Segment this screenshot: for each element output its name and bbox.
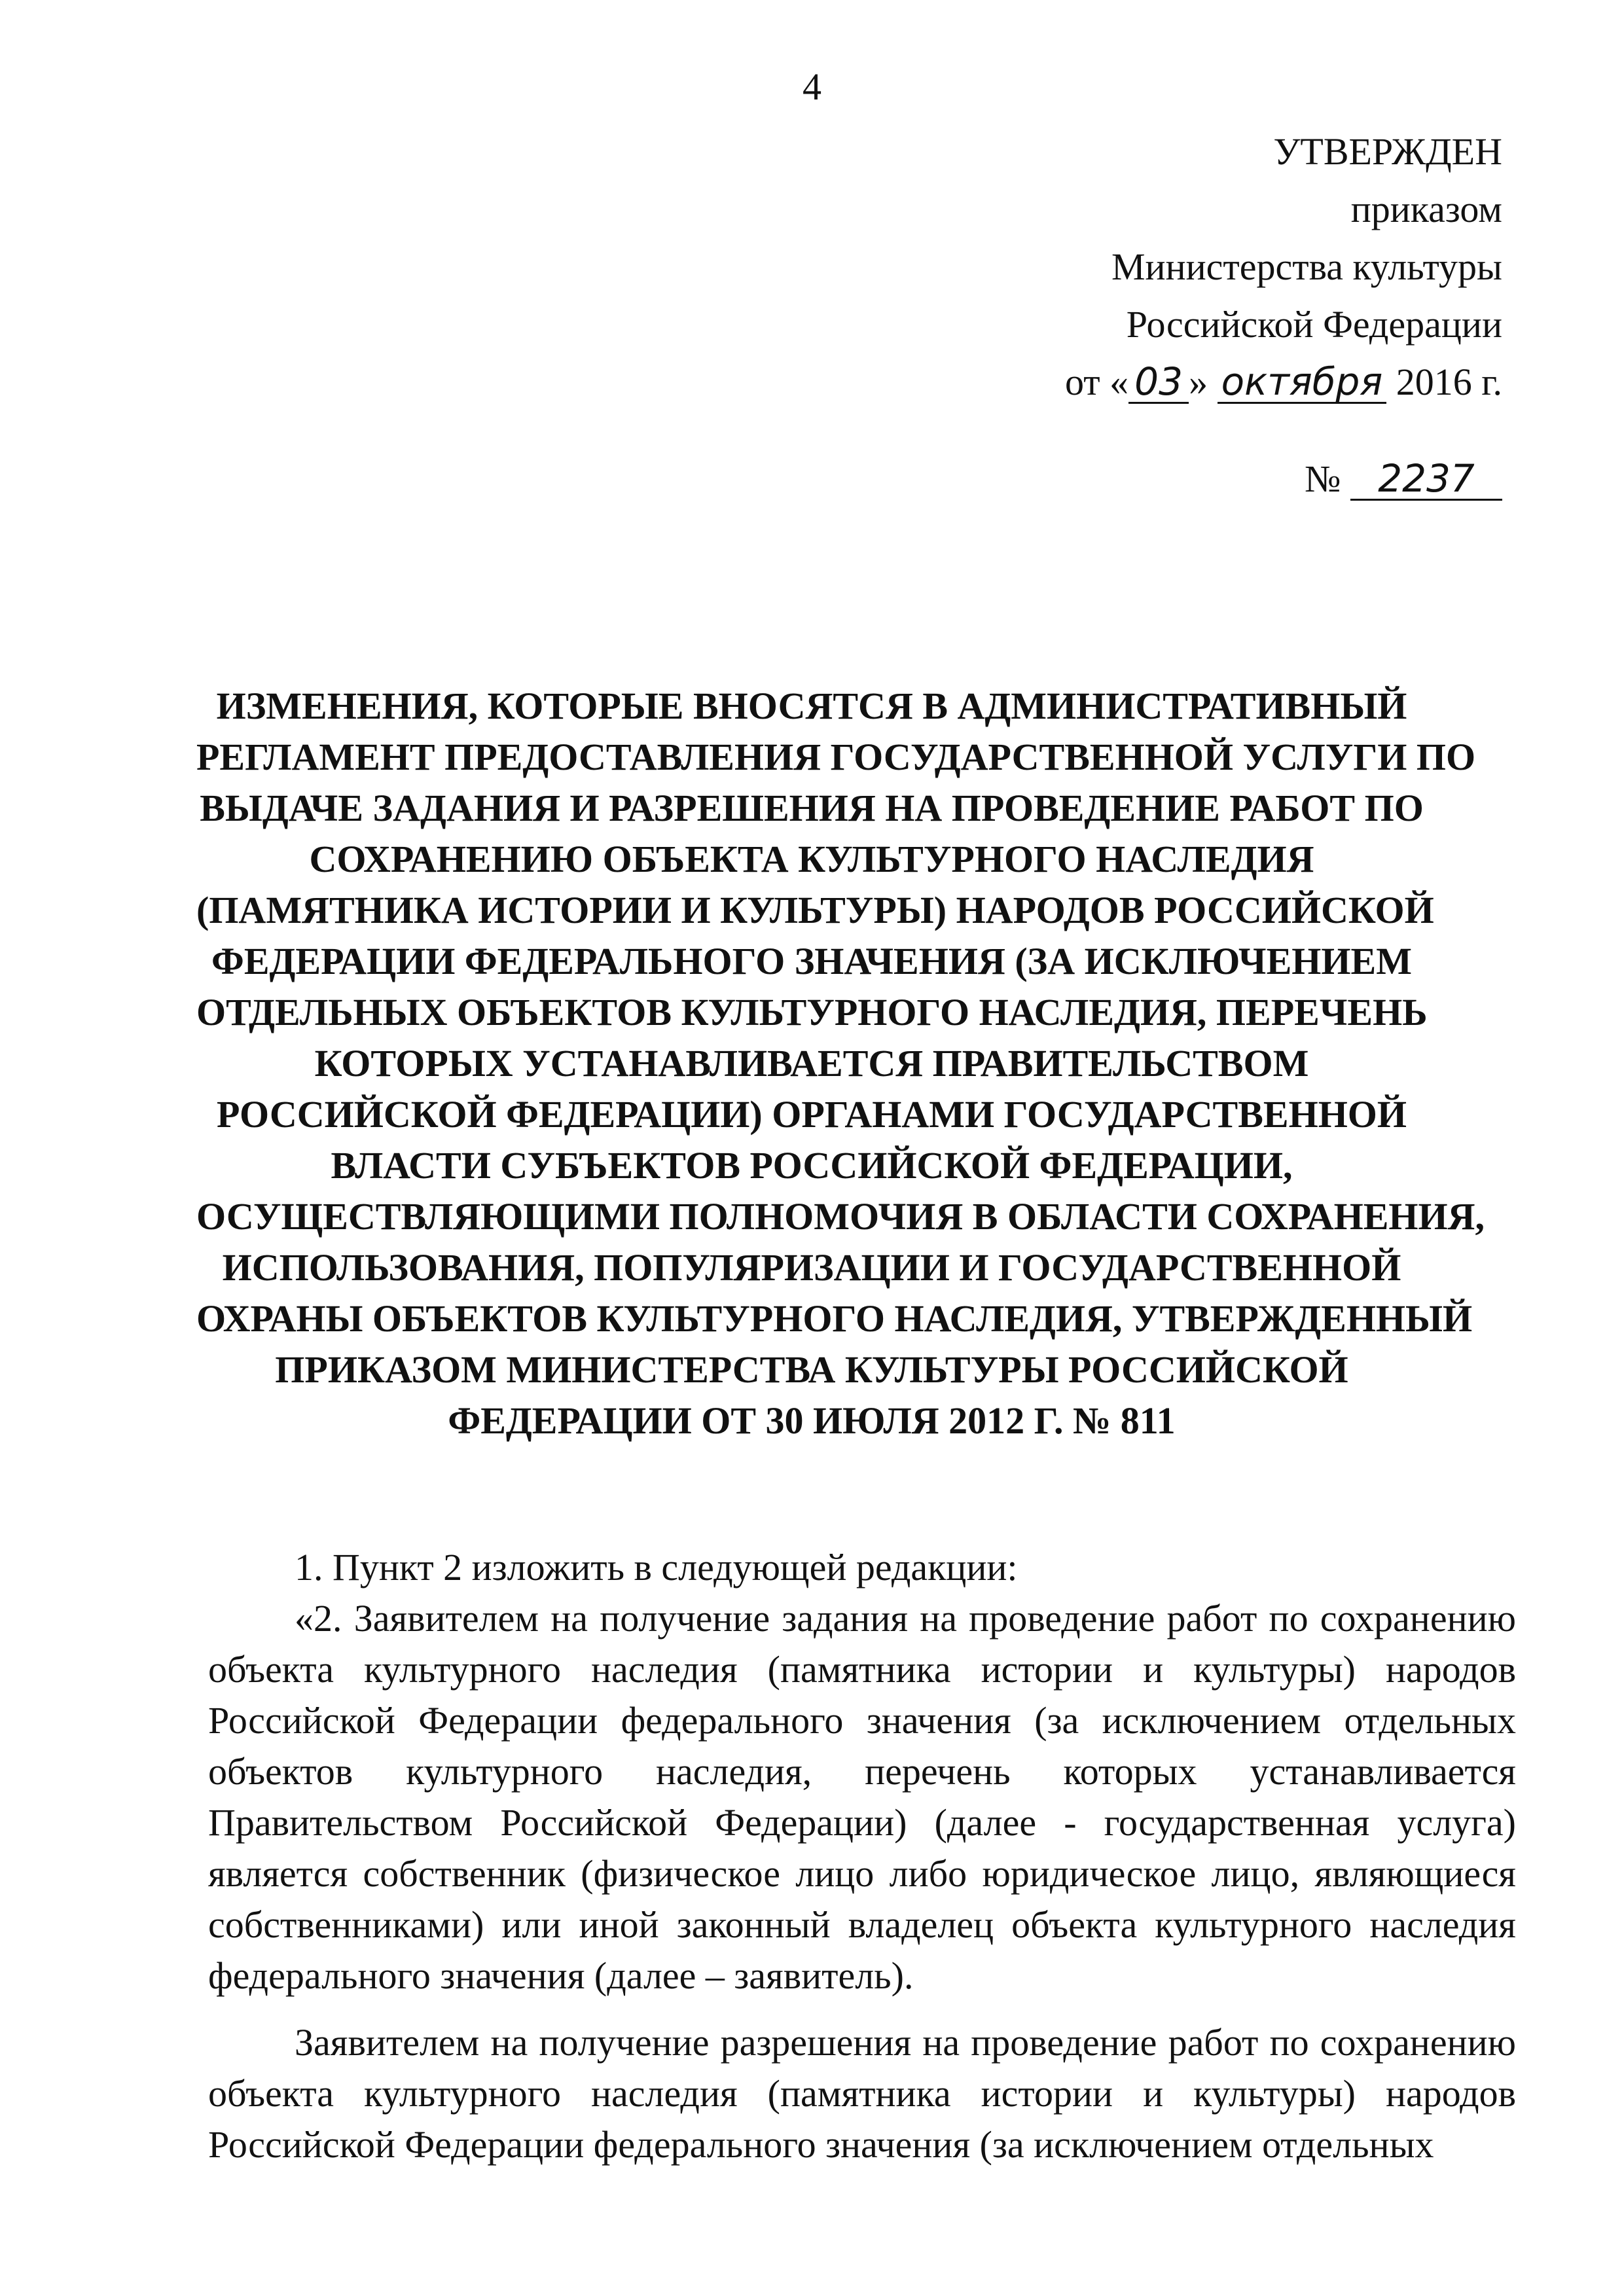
- date-year: 2016 г.: [1396, 361, 1502, 403]
- approval-country: Российской Федерации: [1126, 303, 1502, 346]
- title-line: ФЕДЕРАЦИИ ОТ 30 ИЮЛЯ 2012 Г. № 811: [448, 1399, 1176, 1442]
- order-number-handwritten: 2237: [1350, 458, 1502, 501]
- paragraph-point-2: «2. Заявителем на получение задания на проведение работ по сохранению объекта культурного наследия (памятника истории и культуры) народов Российской Федерации федерального значения (за исключением отдельных объектов культурного наследия, перечень которых устанавливается Правительством Российской Федерации) (далее - государственная услуга) является собственник (физическое лицо либо юридическое лицо, являющиеся собственниками) или иной законный владелец объекта культурного наследия федерального значения (далее – заявитель).: [208, 1597, 1516, 1997]
- title-line: ПРИКАЗОМ МИНИСТЕРСТВА КУЛЬТУРЫ РОССИЙСКОЙ: [275, 1348, 1348, 1391]
- title-line: СОХРАНЕНИЮ ОБЪЕКТА КУЛЬТУРНОГО НАСЛЕДИЯ: [309, 838, 1314, 880]
- document-title: [196, 681, 1485, 1446]
- page-number: 4: [803, 65, 821, 108]
- date-day-handwritten: 03: [1128, 361, 1189, 404]
- title-line: ОХРАНЫ ОБЪЕКТОВ КУЛЬТУРНОГО НАСЛЕДИЯ, УТВЕРЖДЕННЫЙ: [196, 1297, 1473, 1340]
- approval-status: УТВЕРЖДЕН: [1273, 130, 1502, 173]
- title-line: ОСУЩЕСТВЛЯЮЩИМИ ПОЛНОМОЧИЯ В ОБЛАСТИ СОХРАНЕНИЯ,: [196, 1195, 1485, 1238]
- date-mid: »: [1189, 361, 1208, 403]
- title-line: ИСПОЛЬЗОВАНИЯ, ПОПУЛЯРИЗАЦИИ И ГОСУДАРСТВЕННОЙ: [222, 1246, 1401, 1289]
- document-body: [208, 1542, 1516, 2170]
- approval-number-line: [1065, 450, 1502, 508]
- title-line: РОССИЙСКОЙ ФЕДЕРАЦИИ) ОРГАНАМИ ГОСУДАРСТВЕННОЙ: [216, 1093, 1407, 1136]
- approval-date-line: [1065, 353, 1502, 411]
- title-line: ОТДЕЛЬНЫХ ОБЪЕКТОВ КУЛЬТУРНОГО НАСЛЕДИЯ, ПЕРЕЧЕНЬ: [196, 991, 1428, 1033]
- title-line: ИЗМЕНЕНИЯ, КОТОРЫЕ ВНОСЯТСЯ В АДМИНИСТРАТИВНЫЙ: [216, 685, 1407, 727]
- title-line: ВЛАСТИ СУБЪЕКТОВ РОССИЙСКОЙ ФЕДЕРАЦИИ,: [331, 1144, 1293, 1187]
- approval-order-word: приказом: [1350, 188, 1502, 230]
- title-line: РЕГЛАМЕНТ ПРЕДОСТАВЛЕНИЯ ГОСУДАРСТВЕННОЙ УСЛУГИ ПО: [196, 736, 1476, 778]
- number-label: №: [1305, 457, 1341, 500]
- paragraph-permission-applicant: Заявителем на получение разрешения на проведение работ по сохранению объекта культурного наследия (памятника истории и культуры) народов Российской Федерации федерального значения (за исключением отдельных: [208, 2021, 1516, 2166]
- date-prefix: от «: [1064, 361, 1129, 403]
- title-line: ВЫДАЧЕ ЗАДАНИЯ И РАЗРЕШЕНИЯ НА ПРОВЕДЕНИЕ РАБОТ ПО: [200, 787, 1424, 829]
- date-month-handwritten: октября: [1218, 361, 1387, 404]
- title-line: (ПАМЯТНИКА ИСТОРИИ И КУЛЬТУРЫ) НАРОДОВ РОССИЙСКОЙ: [196, 889, 1434, 931]
- title-line: ФЕДЕРАЦИИ ФЕДЕРАЛЬНОГО ЗНАЧЕНИЯ (ЗА ИСКЛЮЧЕНИЕМ: [211, 940, 1412, 982]
- title-line: КОТОРЫХ УСТАНАВЛИВАЕТСЯ ПРАВИТЕЛЬСТВОМ: [314, 1042, 1309, 1085]
- approval-ministry: Министерства культуры: [1111, 245, 1502, 288]
- paragraph-item-1: 1. Пункт 2 изложить в следующей редакции:: [295, 1546, 1018, 1588]
- approval-block: [1065, 123, 1502, 508]
